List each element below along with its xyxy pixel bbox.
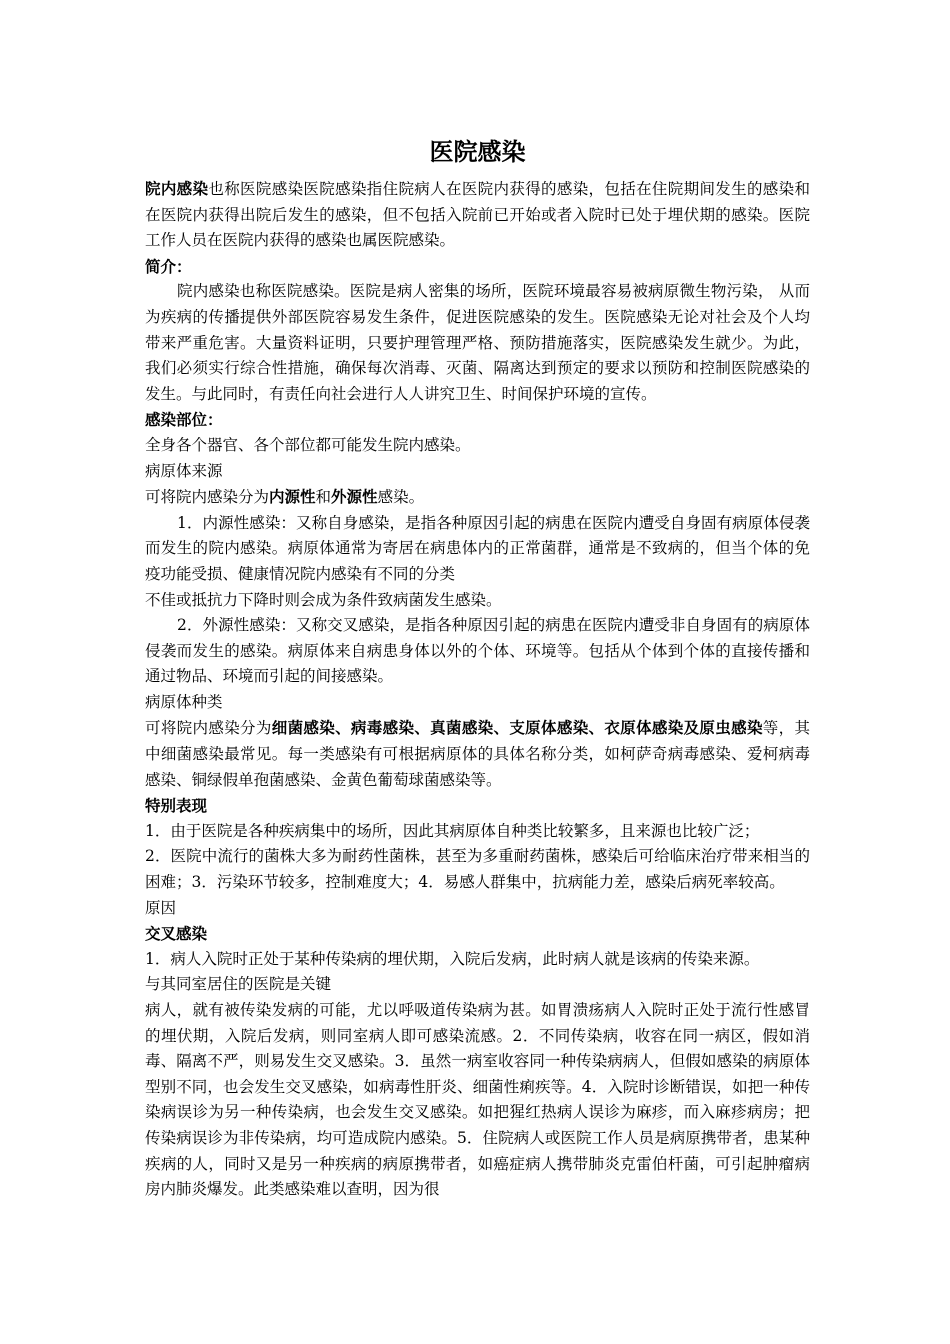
section-heading-jiaocha: 交叉感染 [145,924,208,944]
laiyuan-lead-a: 可将院内感染分为 [145,488,270,507]
zhonglei-paragraph [145,715,810,793]
jiaocha-paragraph: 病人，就有被传染发病的可能，尤以呼吸道传染病为甚。如胃溃疡病人入院时正处于流行性感冒的埋伏期，入院后发病，则同室病人即可感染流感。2．不同传染病，收容在同一病区，假如消毒、隔离不严，则易发生交叉感染。3．虽然一病室收容同一种传染病病人，但假如感染的病原体型别不同，也会发生交叉感染，如病毒性肝炎、细菌性痢疾等。4．入院时诊断错误，如把一种传染病误诊为另一种传染病，也会发生交叉感染。如把猩红热病人误诊为麻疹，而入麻疹病房；把传染病误诊为非传染病，均可造成院内感染。5．住院病人或医院工作人员是病原携带者，患某种疾病的人，同时又是另一种疾病的病原携带者，如癌症病人携带肺炎克雷伯杆菌，可引起肿瘤病房内肺炎爆发。此类感染难以查明，因为很 [145,1001,810,1199]
jiaocha-line-1: 1．病人入院时正处于某种传染病的埋伏期，入院后发病，此时病人就是该病的传染来源。 [145,949,760,968]
biaoxian-line-1: 1．由于医院是各种疾病集中的场所，因此其病原体自种类比较繁多，且来源也比较广泛； [145,821,760,840]
buwei-paragraph: 全身各个器官、各个部位都可能发生院内感染。 [145,435,471,454]
document-page [145,130,810,1203]
section-heading-laiyuan: 病原体来源 [145,461,223,480]
jianjie-paragraph: 院内感染也称医院感染。医院是病人密集的场所，医院环境最容易被病原微生物污染， 从而为疾病的传播提供外部医院容易发生条件，促进医院感染的发生。医院感染无论对社会及个人均带来严重危害。大量资料证明，只要护理管理严格、预防措施落实，医院感染发生就少。为此，我们必须实行综合性措施，确保每次消毒、灭菌、隔离达到预定的要求以预防和控制医院感染的发生。与此同时，有责任向社会进行人人讲究卫生、时间保护环境的宣传。 [145,282,810,403]
zhonglei-lead: 可将院内感染分为 [145,719,272,738]
laiyuan-item-2: 2．外源性感染：又称交叉感染，是指各种原因引起的病患在医院内遭受非自身固有的病原体侵袭而发生的感染。病原体来自病患身体以外的个体、环境等。包括从个体到个体的直接传播和通过物品、环境而引起的间接感染。 [145,616,810,686]
laiyuan-bold-endogenous: 内源性 [269,487,316,507]
laiyuan-lead-b: 和 [315,488,332,507]
laiyuan-lead-c: 感染。 [377,488,425,507]
intro-text: 也称医院感染医院感染指住院病人在医院内获得的感染，包括在住院期间发生的感染和在医院内获得出院后发生的感染，但不包括入院前已开始或者入院时已处于埋伏期的感染。医院工作人员在医院内获得的感染也属医院感染。 [145,180,810,250]
zhonglei-text: 等，其中细菌感染最常见。每一类感染有可根据病原体的具体名称分类，如柯萨奇病毒感染、爱柯病毒感染、铜绿假单孢菌感染、金黄色葡萄球菌感染等。 [145,719,810,789]
laiyuan-bold-exogenous: 外源性 [331,487,378,507]
section-heading-zhonglei: 病原体种类 [145,692,223,711]
biaoxian-line-2: 2．医院中流行的菌株大多为耐药性菌株，甚至为多重耐药菌株，感染后可给临床治疗带来相当的困难；3．污染环节较多，控制难度大；4．易感人群集中，抗病能力差，感染后病死率较高。 [145,847,810,892]
section-heading-jianjie: 简介： [145,256,192,276]
section-heading-buwei: 感染部位： [145,410,223,430]
intro-paragraph [145,176,810,254]
laiyuan-item-1-continued: 不佳或抵抗力下降时则会成为条件致病菌发生感染。 [145,590,502,609]
laiyuan-lead [145,484,810,511]
jiaocha-line-2: 与其同室居住的医院是关键 [145,975,332,994]
zhonglei-bold-types: 细菌感染、病毒感染、真菌感染、支原体感染、衣原体感染及原虫感染 [271,718,763,738]
section-heading-yuanyin: 原因 [145,898,177,917]
laiyuan-item-1: 1．内源性感染：又称自身感染，是指各种原因引起的病患在医院内遭受自身固有病原体侵袭而发生的院内感染。病原体通常为寄居在病患体内的正常菌群，通常是不致病的，但当个体的免疫功能受损、健康情况院内感染有不同的分类 [145,513,810,583]
intro-term: 院内感染 [145,179,209,198]
section-heading-biaoxian: 特别表现 [145,796,208,816]
document-title: 医院感染 [429,137,526,166]
